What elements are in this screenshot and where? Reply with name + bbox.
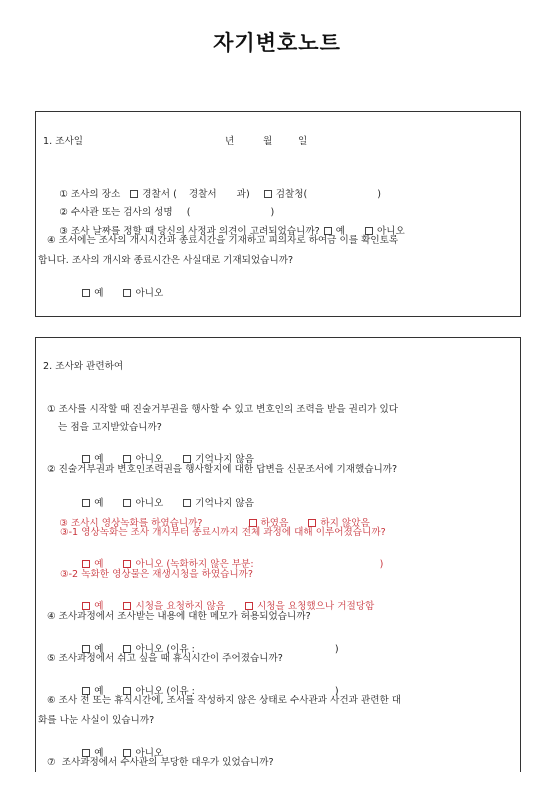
s2-q4-yes-checkbox[interactable]	[82, 645, 90, 653]
s2-q3-text: ③ 조사시 영상녹화를 하였습니까?	[59, 518, 203, 529]
q4-no-checkbox[interactable]	[123, 289, 131, 297]
q4-no: 아니오	[135, 288, 164, 299]
q1-label: ① 조사의 장소	[59, 189, 121, 200]
s2-q3-sub2: ③-2 녹화한 영상물은 재생시청을 하였습니까?	[60, 569, 254, 580]
s2-q6-no-checkbox[interactable]	[123, 749, 131, 757]
s2-q4-no-checkbox[interactable]	[123, 645, 131, 653]
s2-q4-close: )	[334, 644, 339, 655]
s2-q1-no: 아니오	[135, 454, 164, 465]
prosecution-option: 검찰청(	[275, 189, 308, 200]
q3-label: ③ 조사 날짜를 정할 때 당신의 사정과 의견이 고려되었습니까?	[59, 226, 320, 237]
s2-q2-no: 아니오	[135, 498, 164, 509]
s2-q2-yes: 예	[94, 498, 104, 509]
s2-q6-line2: 화를 나눈 사실이 있습니까?	[38, 715, 155, 726]
section-2-box	[35, 337, 521, 772]
police-dept-close: 과)	[236, 189, 250, 200]
q4-yes-checkbox[interactable]	[82, 289, 90, 297]
s2-q3-opt2-checkbox[interactable]	[308, 519, 316, 527]
section-1-box	[35, 111, 521, 317]
s2-q4-yes: 예	[94, 644, 104, 655]
s2-q1-unknown-checkbox[interactable]	[183, 455, 191, 463]
s2-q3-sub2-opt3: 시청을 요청했으나 거절당함	[257, 601, 375, 612]
s2-q3-opt1: 하였음	[260, 518, 289, 529]
s2-q3-sub1: ③-1 영상녹화는 조사 개시부터 종료시까지 전체 과정에 대해 이루어졌습니까?	[60, 527, 386, 538]
s2-q6-no: 아니오	[135, 748, 164, 759]
s2-q1-no-checkbox[interactable]	[123, 455, 131, 463]
s2-q3-sub1-yes: 예	[94, 559, 104, 570]
s2-q1-line1: ① 조사를 시작할 때 진술거부권을 행사할 수 있고 변호인의 조력을 받을 권리가 있다	[47, 404, 399, 415]
question-1-4-line1: ④ 조서에는 조사의 개시시간과 종료시간을 기재하고 피의자로 하여금 이를 확인토록	[47, 235, 399, 246]
s2-q4-line1: ④ 조사과정에서 조사받는 내용에 대한 메모가 허용되었습니까?	[47, 611, 311, 622]
s2-q3-sub1-no-checkbox[interactable]	[123, 560, 131, 568]
police-station-name: 경찰서	[188, 189, 217, 200]
s2-q6-yes: 예	[94, 748, 104, 759]
date-month-label: 월	[263, 136, 273, 147]
s2-q2-line1: ② 진술거부권과 변호인조력권을 행사할지에 대한 답변을 신문조서에 기재했습니까?	[47, 464, 398, 475]
s2-q5-line1: ⑤ 조사과정에서 쉬고 싶을 때 휴식시간이 주어졌습니까?	[47, 653, 283, 664]
s2-q3-sub1-close: )	[379, 559, 384, 570]
page-title: 자기변호노트	[213, 31, 341, 55]
s2-q3-sub1-no: 아니오 (녹화하지 않은 부분:	[135, 559, 254, 570]
s2-q3-sub1-yes-checkbox[interactable]	[82, 560, 90, 568]
s2-q3-sub2-yes: 예	[94, 601, 104, 612]
q2-label: ② 수사관 또는 검사의 성명	[59, 207, 173, 218]
s2-q5-yes: 예	[94, 686, 104, 697]
q3-yes-checkbox[interactable]	[324, 227, 332, 235]
s2-q6-line1: ⑥ 조사 전 또는 휴식시간에, 조서를 작성하지 않은 상태로 수사관과 사건과 관련한 대	[47, 695, 402, 706]
s2-q5-close: )	[334, 686, 339, 697]
section-2-heading: 2. 조사와 관련하여	[43, 361, 124, 372]
date-day-label: 일	[298, 136, 308, 147]
question-1-4-answers	[70, 276, 163, 312]
s2-q1-unknown: 기억나지 않음	[195, 454, 254, 465]
prosecution-close: )	[377, 189, 381, 200]
question-1-4-line2: 합니다. 조사의 개시와 종료시간은 사실대로 기재되었습니까?	[38, 255, 294, 266]
police-option: 경찰서 (	[142, 189, 177, 200]
q4-yes: 예	[94, 288, 104, 299]
s2-q1-line2: 는 점을 고지받았습니까?	[58, 422, 162, 433]
s2-q6-yes-checkbox[interactable]	[82, 749, 90, 757]
q2-close: )	[270, 207, 275, 218]
s2-q3-sub2-yes-checkbox[interactable]	[82, 602, 90, 610]
s2-q3-sub2-opt3-checkbox[interactable]	[245, 602, 253, 610]
s2-q3-sub2-opt2-checkbox[interactable]	[123, 602, 131, 610]
s2-q2-unknown: 기억나지 않음	[195, 498, 254, 509]
q2-open: (	[186, 207, 191, 218]
s2-q4-no: 아니오 (이유 :	[135, 644, 195, 655]
s2-q1-yes-checkbox[interactable]	[82, 455, 90, 463]
date-year-label: 년	[225, 136, 235, 147]
s2-q1-yes: 예	[94, 454, 104, 465]
s2-q5-no-checkbox[interactable]	[123, 687, 131, 695]
section-1-heading: 1. 조사일	[43, 136, 84, 147]
q3-yes: 예	[335, 226, 345, 237]
s2-q3-sub2-opt2: 시청을 요청하지 않음	[135, 601, 225, 612]
q3-no-checkbox[interactable]	[365, 227, 373, 235]
s2-q5-yes-checkbox[interactable]	[82, 687, 90, 695]
s2-q3-opt1-checkbox[interactable]	[249, 519, 257, 527]
q3-no: 아니오	[377, 226, 405, 237]
s2-q5-no: 아니오 (이유 :	[135, 686, 195, 697]
s2-q7-line1: ⑦ 조사과정에서 수사관의 부당한 대우가 있었습니까?	[47, 757, 274, 768]
s2-q3-opt2: 하지 않았음	[320, 518, 370, 529]
